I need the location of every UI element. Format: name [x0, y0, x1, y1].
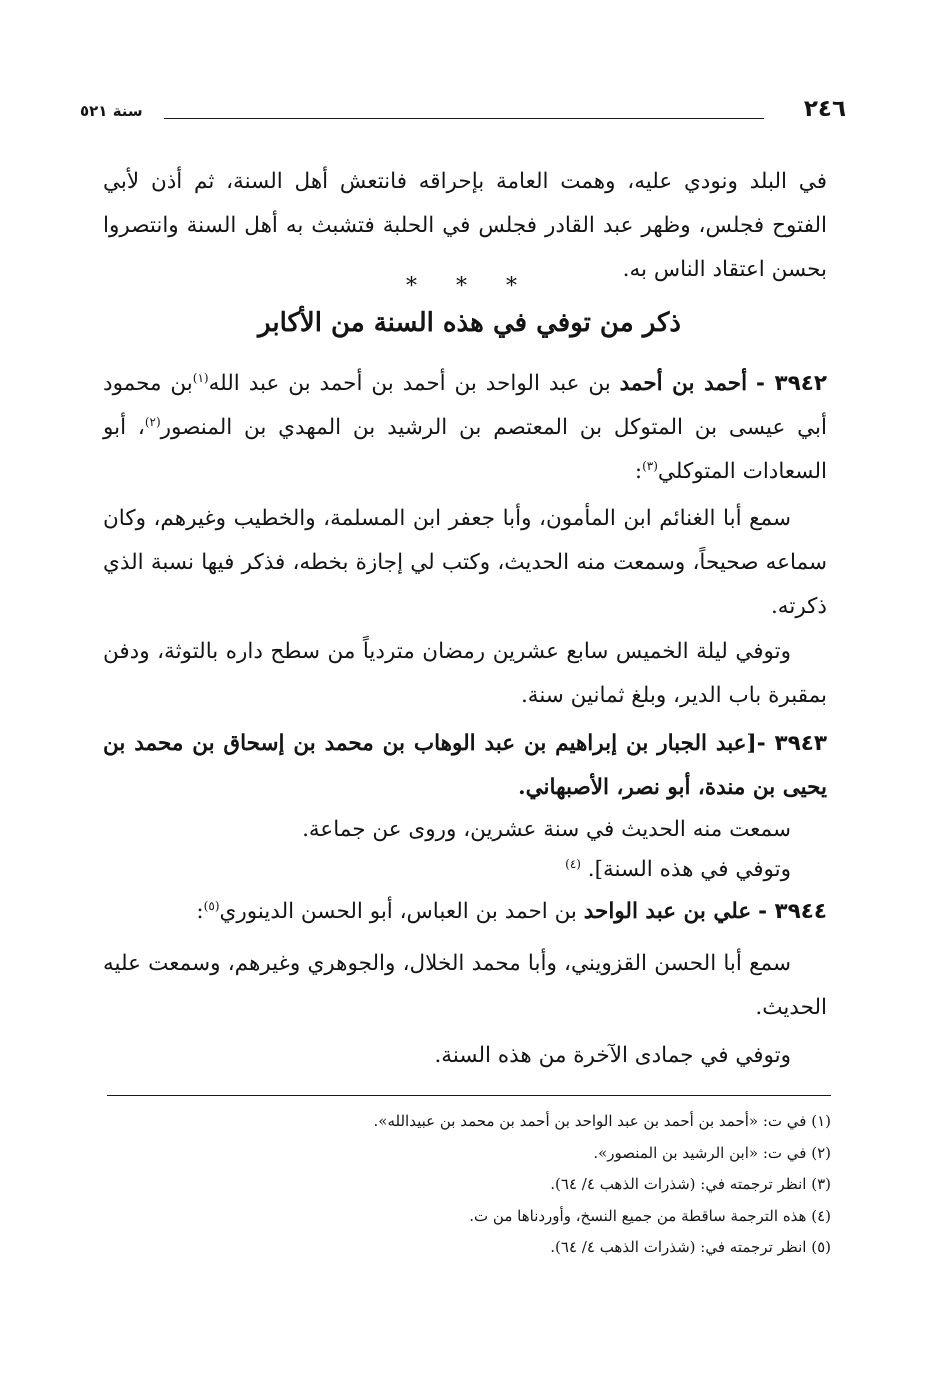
footnote-ref-1[interactable]: (١): [192, 370, 209, 385]
footnote-1: (١) في ت: «أحمد بن أحمد بن عبد الواحد بن أحمد بن محمد بن عبيدالله».: [373, 1112, 831, 1130]
entry-3943-paragraph-2: [101, 848, 791, 892]
entry-lineage: بن عبد الواحد بن أحمد بن أحمد بن عبد الله: [208, 371, 620, 396]
entry-number: ٣٩٤٢ -: [756, 371, 827, 396]
entry-3942-paragraph-2: وتوفي ليلة الخميس سابع عشرين رمضان متردياً من سطح داره بالتوثة، ودفن بمقبرة باب الدير، وبلغ ثمانين سنة.: [103, 639, 827, 708]
footnotes: [105, 1106, 831, 1264]
section-title: ذكر من توفي في هذه السنة من الأكابر: [257, 308, 681, 338]
entry-lineage: بن محمود أبي عيسى بن المتوكل بن المعتصم بن الرشيد بن المهدي بن المنصور: [103, 371, 827, 440]
footnote-rule: [107, 1095, 831, 1096]
section-separator: * * *: [406, 274, 533, 299]
page-number: ٢٤٦: [803, 96, 846, 122]
entry-number: ٣٩٤٣ -: [756, 731, 827, 756]
year-label: سنة ٥٢١: [80, 102, 143, 120]
footnote-ref-2[interactable]: (٢): [144, 414, 161, 429]
entry-3943-heading: [103, 722, 827, 810]
entry-name: علي بن عبد الواحد: [583, 899, 752, 924]
entry-3942-heading: [103, 362, 827, 494]
entry-3944-paragraph-2: وتوفي في جمادى الآخرة من هذه السنة.: [434, 1043, 791, 1068]
running-header: [80, 96, 846, 132]
footnote-ref-3[interactable]: (٣): [642, 458, 658, 473]
entry-3944-heading: [103, 890, 827, 934]
footnote-3: (٣) انظر ترجمته في: (شذرات الذهب ٤/ ٦٤).: [550, 1175, 831, 1194]
footnote-ref-4[interactable]: (٤): [565, 856, 581, 871]
entry-colon: :: [196, 899, 204, 924]
footnote-2: (٢) في ت: «ابن الرشيد بن المنصور».: [593, 1143, 831, 1162]
intro-paragraph: في البلد ونودي عليه، وهمت العامة بإحراقه فانتعش أهل السنة، ثم أذن لأبي الفتوح فجلس، وظهر عبد القادر فجلس في الحلبة فتشبث به أهل السنة وانتصروا بحسن اعتقاد الناس به.: [103, 169, 827, 282]
entry-number: ٣٩٤٤ -: [758, 899, 827, 924]
footnote-ref-5[interactable]: (٥): [203, 898, 220, 913]
entry-name: [عبد الجبار بن إبراهيم بن عبد الوهاب بن محمد بن إسحاق بن محمد بن يحيى بن مندة، أبو نصر، الأصبهاني.: [103, 731, 827, 800]
entry-lineage: بن احمد بن العباس، أبو الحسن الدينوري: [219, 899, 584, 924]
footnote-5: (٥) انظر ترجمته في: (شذرات الذهب ٤/ ٦٤).: [550, 1238, 831, 1257]
entry-name: أحمد بن أحمد: [619, 371, 748, 396]
entry-3943-paragraph-1: سمعت منه الحديث في سنة عشرين، وروى عن جماعة.: [302, 817, 791, 842]
entry-kunya: ، أبو السعادات المتوكلي: [103, 415, 827, 484]
entry-colon: :: [634, 459, 643, 484]
header-rule: [164, 118, 764, 119]
entry-3942-paragraph-1: سمع أبا الغنائم ابن المأمون، وأبا جعفر ابن المسلمة، والخطيب وغيرهم، وكان سماعه صحيحاً، وسمعت منه الحديث، وكتب لي إجازة بخطه، فذكر فيها نسبة الذي ذكرته.: [103, 506, 827, 619]
footnote-4: (٤) هذه الترجمة ساقطة من جميع النسخ، وأوردناها من ت.: [469, 1206, 831, 1225]
entry-3944-paragraph-1: سمع أبا الحسن القزويني، وأبا محمد الخلال، والجوهري وغيرهم، وسمعت عليه الحديث.: [103, 951, 827, 1020]
entry-text: وتوفي في هذه السنة].: [587, 857, 791, 882]
